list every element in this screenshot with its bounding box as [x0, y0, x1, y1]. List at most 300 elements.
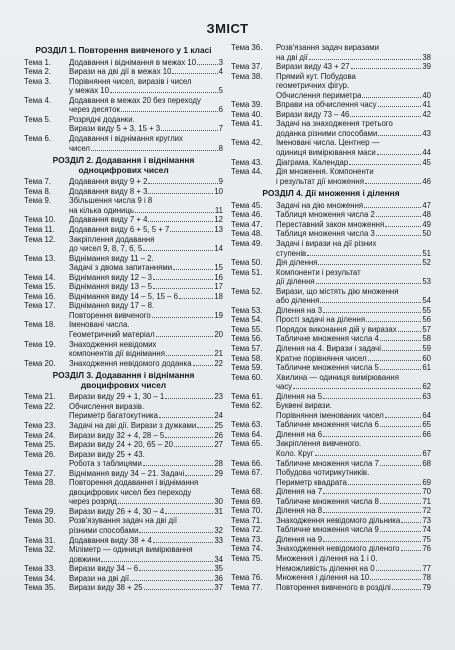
- topic-number: Тема 42.: [231, 138, 263, 148]
- page-number: 72: [422, 506, 431, 516]
- dot-leader: [385, 417, 422, 418]
- toc-entry: [24, 392, 223, 402]
- topic-line: [276, 459, 431, 469]
- topic-title: Ділення на 3: [276, 305, 323, 315]
- topic-text: [276, 201, 431, 211]
- topic-line: [276, 177, 431, 187]
- topic-title: Задачі і вирази на дії різних: [276, 238, 377, 248]
- toc-entry: [231, 535, 431, 545]
- topic-number: Тема 56.: [231, 334, 263, 344]
- topic-title: Віднімання виду 14 – 5, 15 – 6: [69, 291, 179, 301]
- topic-title: Міліметр — одиниця вимірювання: [69, 545, 193, 555]
- topic-title: Побудова чотирикутників.: [276, 468, 370, 478]
- dot-leader: [323, 312, 421, 313]
- topic-number: Тема 60.: [231, 372, 263, 382]
- dot-leader: [316, 283, 422, 284]
- toc-entry: [24, 421, 223, 431]
- topic-number: Тема 17.: [24, 301, 56, 311]
- topic-title: через розряд: [69, 497, 117, 507]
- toc-entry: [231, 229, 431, 239]
- section-heading-line: РОЗДІЛ 3. Додавання і віднімання: [52, 370, 195, 381]
- toc-right-column: [231, 43, 431, 593]
- dot-leader: [380, 426, 422, 427]
- topic-line: [69, 526, 223, 536]
- topic-line: [276, 373, 431, 383]
- dot-leader: [148, 183, 217, 184]
- topic-line: [69, 235, 223, 245]
- dot-leader: [197, 427, 213, 428]
- topic-line: [276, 344, 431, 354]
- toc-entry: [231, 62, 431, 72]
- page-number: 8: [218, 143, 223, 153]
- topic-line: [69, 564, 223, 574]
- toc-entry: [24, 58, 223, 68]
- topic-number: Тема 53.: [231, 305, 263, 315]
- topic-line: [69, 497, 223, 507]
- toc-entry: [231, 306, 431, 316]
- topic-number: Тема 36.: [231, 43, 263, 52]
- topic-line: [69, 450, 223, 460]
- section-heading-line: одноцифрових чисел: [78, 164, 169, 175]
- topic-text: [69, 402, 223, 421]
- topic-line: [276, 43, 431, 53]
- topic-title: через десяток: [69, 105, 120, 115]
- page-number: 54: [422, 296, 431, 306]
- topic-title: Вирази на дві дії в межах 10: [69, 67, 172, 77]
- topic-title: Вирази, що містять дію множення: [276, 286, 399, 296]
- topic-text: [69, 177, 223, 187]
- dot-leader: [401, 522, 421, 523]
- dot-leader: [197, 64, 218, 65]
- toc-entry: [24, 431, 223, 441]
- topic-line: [69, 349, 223, 359]
- topic-text: [276, 258, 431, 268]
- topic-number: Тема 72.: [231, 525, 263, 535]
- topic-title: Ділення на 9: [276, 534, 323, 544]
- topic-line: [69, 215, 223, 225]
- topic-number: Тема 24.: [24, 430, 56, 440]
- toc-entry: [24, 225, 223, 235]
- topic-line: [276, 420, 431, 430]
- section-heading: [24, 46, 223, 56]
- topic-text: [276, 468, 431, 487]
- toc-entry: [231, 420, 431, 430]
- dot-leader: [348, 484, 421, 485]
- dot-leader: [398, 331, 422, 332]
- topic-title: Ділення на 5: [276, 391, 323, 401]
- toc-entry: [231, 392, 431, 402]
- toc-entry: [231, 268, 431, 287]
- topic-text: [276, 487, 431, 497]
- topic-number: Тема 50.: [231, 258, 263, 268]
- topic-line: [276, 573, 431, 583]
- topic-title: Табличне множення числа 9: [276, 525, 379, 535]
- topic-line: [69, 536, 223, 546]
- topic-title: геометричних фігур.: [276, 81, 350, 91]
- topic-title: Табличне множення числа 7: [276, 458, 379, 468]
- toc-entry: [231, 344, 431, 354]
- topic-text: [69, 292, 223, 302]
- topic-text: [69, 507, 223, 517]
- page-number: 46: [422, 176, 431, 186]
- page-number: 29: [214, 468, 223, 478]
- topic-number: Тема 3.: [24, 76, 52, 86]
- page-number: 36: [214, 573, 223, 583]
- topic-title: Неможливість ділення на 0: [276, 563, 375, 573]
- page-number: 70: [422, 487, 431, 497]
- topic-number: Тема 22.: [24, 401, 56, 411]
- topic-line: [69, 187, 223, 197]
- topic-title: Табличне множення числа 6: [276, 420, 379, 430]
- topic-number: Тема 71.: [231, 515, 263, 525]
- topic-number: Тема 10.: [24, 215, 56, 225]
- topic-title: Порядок виконання дій у виразах: [276, 324, 397, 334]
- page-number: 43: [422, 128, 431, 138]
- topic-line: [69, 292, 223, 302]
- topic-text: [276, 535, 431, 545]
- topic-title: Додавання виду 6 + 5, 5 + 7: [69, 224, 170, 234]
- topic-text: [69, 215, 223, 225]
- topic-text: [276, 554, 431, 573]
- topic-number: Тема 57.: [231, 344, 263, 353]
- section-heading: [231, 189, 431, 199]
- topic-text: [69, 301, 223, 320]
- toc-entry: [231, 554, 431, 573]
- topic-number: Тема 7.: [24, 177, 52, 187]
- topic-line: [276, 325, 431, 335]
- topic-title: Додавання виду 7 + 4: [69, 215, 148, 225]
- dot-leader: [380, 503, 422, 504]
- dot-leader: [362, 97, 421, 98]
- dot-leader: [366, 321, 421, 322]
- page-number: 68: [422, 458, 431, 468]
- topic-title: на дві дії: [276, 52, 308, 62]
- topic-title: Буквені вирази.: [276, 401, 333, 411]
- topic-line: [69, 124, 223, 134]
- topic-number: Тема 69.: [231, 496, 263, 506]
- section-heading: [24, 371, 223, 390]
- topic-number: Тема 67.: [231, 468, 263, 478]
- topic-number: Тема 41.: [231, 119, 263, 129]
- page-number: 32: [214, 526, 223, 536]
- topic-number: Тема 27.: [24, 468, 56, 478]
- page-number: 65: [422, 420, 431, 430]
- toc-entry: [231, 439, 431, 458]
- topic-line: [276, 129, 431, 139]
- toc-entry: [231, 525, 431, 535]
- toc-entry: [24, 273, 223, 283]
- topic-line: [276, 53, 431, 63]
- topic-number: Тема 55.: [231, 324, 263, 334]
- topic-line: [276, 110, 431, 120]
- topic-line: [69, 478, 223, 488]
- dot-leader: [293, 388, 421, 389]
- toc-entry: [24, 96, 223, 115]
- topic-title: Віднімання виду 11 – 2.: [69, 253, 154, 263]
- dot-leader: [173, 269, 213, 270]
- dot-leader: [350, 116, 421, 117]
- topic-title: Віднімання виду 34 – 21. Задачі: [69, 468, 185, 478]
- dot-leader: [370, 579, 421, 580]
- topic-line: [276, 363, 431, 373]
- toc-entry: [24, 254, 223, 273]
- topic-title: Іменовані числа. Центнер —: [276, 138, 380, 148]
- topic-number: Тема 51.: [231, 267, 263, 277]
- page-number: 27: [214, 440, 223, 450]
- dot-leader: [185, 475, 213, 476]
- page-number: 7: [218, 124, 223, 134]
- topic-line: [276, 277, 431, 287]
- page-number: 64: [422, 410, 431, 420]
- topic-text: [276, 306, 431, 316]
- topic-title: доданка різними способами: [276, 128, 378, 138]
- dot-leader: [380, 340, 422, 341]
- page-number: 44: [422, 148, 431, 158]
- topic-title: Вирази виду 24 + 20, 65 – 20: [69, 440, 173, 450]
- toc-entry: [231, 138, 431, 157]
- dot-leader: [376, 235, 422, 236]
- topic-line: [276, 81, 431, 91]
- topic-title: Робота з таблицями: [69, 459, 142, 469]
- topic-title: Периметр квадрата: [276, 477, 347, 487]
- topic-number: Тема 65.: [231, 439, 263, 449]
- toc-entry: [24, 440, 223, 450]
- topic-title: і результат дії множення: [276, 176, 364, 186]
- topic-text: [69, 440, 223, 450]
- topic-text: [69, 469, 223, 479]
- topic-number: Тема 47.: [231, 219, 263, 229]
- topic-title: Задачі на дію множення: [276, 200, 364, 210]
- page-number: 26: [214, 430, 223, 440]
- toc-entry: [24, 450, 223, 469]
- topic-line: [69, 359, 223, 369]
- topic-number: Тема 26.: [24, 449, 56, 459]
- topic-title: Ділення на 4. Вирази і задачі: [276, 344, 381, 353]
- page-number: 34: [214, 554, 223, 564]
- topic-number: Тема 66.: [231, 458, 263, 468]
- topic-title: різними способами: [69, 526, 139, 536]
- page-number: 66: [422, 429, 431, 439]
- topic-line: [69, 583, 223, 593]
- topic-title: Прямий кут. Побудова: [276, 71, 356, 81]
- topic-text: [69, 431, 223, 441]
- topic-line: [276, 296, 431, 306]
- toc-entry: [24, 469, 223, 479]
- topic-number: Тема 35.: [24, 583, 56, 593]
- topic-title: часу: [276, 382, 293, 392]
- topic-title: Знаходження невідомого доданка: [69, 358, 192, 368]
- topic-line: [69, 86, 223, 96]
- dot-leader: [139, 570, 213, 571]
- topic-line: [69, 459, 223, 469]
- topic-text: [276, 100, 431, 110]
- topic-title: Знаходження невідомого діленого: [276, 544, 400, 554]
- topic-title: Табличне множення числа 8: [276, 496, 379, 506]
- topic-number: Тема 52.: [231, 286, 263, 296]
- topic-number: Тема 77.: [231, 582, 263, 592]
- dot-leader: [130, 580, 213, 581]
- topic-title: або ділення: [276, 296, 320, 306]
- topic-text: [276, 138, 431, 157]
- toc-entry: [231, 315, 431, 325]
- topic-line: [276, 315, 431, 325]
- toc-entry: [24, 564, 223, 574]
- toc-entry: [231, 158, 431, 168]
- topic-number: Тема 40.: [231, 109, 263, 119]
- topic-title: Множення і ділення на 10: [276, 573, 370, 583]
- toc-entry: [24, 134, 223, 153]
- topic-line: [276, 535, 431, 545]
- topic-title: Закріплення додавання: [69, 234, 155, 244]
- topic-text: [276, 373, 431, 392]
- topic-text: [276, 459, 431, 469]
- topic-text: [276, 354, 431, 364]
- topic-title: Таблиця множення числа 2: [276, 210, 375, 220]
- page-number: 15: [214, 263, 223, 273]
- topic-title: компонентів дії віднімання: [69, 349, 165, 359]
- section-heading-line: РОЗДІЛ 2. Додавання і віднімання: [52, 155, 195, 166]
- topic-title: довжини: [69, 554, 101, 564]
- topic-line: [69, 488, 223, 498]
- topic-number: Тема 73.: [231, 534, 263, 544]
- page-number: 79: [422, 582, 431, 592]
- topic-line: [276, 167, 431, 177]
- dot-leader: [368, 360, 422, 361]
- topic-line: [276, 220, 431, 230]
- topic-title: двоцифрових чисел без переходу: [69, 487, 192, 497]
- topic-title: Розрядні доданки.: [69, 114, 135, 124]
- topic-title: Вирази виду 73 – 46: [276, 109, 350, 119]
- toc-entry: [24, 67, 223, 77]
- dot-leader: [401, 550, 422, 551]
- page-number: 10: [214, 186, 223, 196]
- topic-line: [276, 119, 431, 129]
- toc-entry: [231, 201, 431, 211]
- topic-text: [276, 420, 431, 430]
- topic-title: Обчислення периметра: [276, 90, 362, 100]
- dot-leader: [143, 465, 214, 466]
- dot-leader: [161, 130, 218, 131]
- toc-entry: [231, 544, 431, 554]
- topic-line: [276, 334, 431, 344]
- topic-text: [69, 545, 223, 564]
- topic-line: [276, 306, 431, 316]
- topic-line: [69, 507, 223, 517]
- topic-number: Тема 59.: [231, 363, 263, 373]
- page-number: 58: [422, 334, 431, 344]
- topic-number: Тема 12.: [24, 234, 56, 244]
- topic-title: Знаходження невідомих: [69, 339, 157, 349]
- topic-line: [276, 439, 431, 449]
- topic-number: Тема 39.: [231, 100, 263, 110]
- toc-entry: [24, 359, 223, 369]
- toc-entry: [231, 287, 431, 306]
- topic-number: Тема 21.: [24, 392, 56, 402]
- topic-title: Вирази виду 38 + 25: [69, 583, 143, 593]
- topic-number: Тема 58.: [231, 353, 263, 363]
- topic-title: Вирази виду 26 + 4, 30 – 4: [69, 506, 165, 516]
- topic-line: [276, 516, 431, 526]
- page-number: 78: [422, 573, 431, 583]
- topic-title: Множення і ділення на 1 і 0.: [276, 554, 378, 564]
- topic-line: [69, 431, 223, 441]
- topic-title: Табличне множення числа 4: [276, 334, 379, 344]
- topic-text: [276, 268, 431, 287]
- topic-text: [69, 134, 223, 153]
- page-number: 16: [214, 272, 223, 282]
- topic-line: [69, 177, 223, 187]
- topic-line: [276, 239, 431, 249]
- topic-text: [69, 187, 223, 197]
- topic-title: Повторення вивченого в розділі: [276, 582, 391, 592]
- topic-title: Вирази виду 32 + 4, 28 – 5: [69, 430, 165, 440]
- topic-title: Ділення на 8: [276, 506, 323, 516]
- topic-text: [69, 225, 223, 235]
- dot-leader: [380, 465, 422, 466]
- toc-entry: [24, 115, 223, 134]
- topic-number: Тема 2.: [24, 67, 52, 77]
- topic-title: Вирази на дві дії: [69, 573, 130, 583]
- dot-leader: [139, 532, 213, 533]
- dot-leader: [148, 193, 213, 194]
- dot-leader: [165, 437, 213, 438]
- topic-text: [69, 478, 223, 507]
- topic-text: [276, 439, 431, 458]
- toc-entry: [231, 334, 431, 344]
- topic-title: Вирази виду 43 + 27: [276, 62, 350, 72]
- toc-entry: [24, 583, 223, 593]
- topic-number: Тема 45.: [231, 200, 263, 210]
- topic-text: [276, 43, 431, 62]
- topic-text: [69, 574, 223, 584]
- topic-line: [276, 287, 431, 297]
- page-number: 5: [218, 86, 223, 96]
- dot-leader: [378, 135, 421, 136]
- topic-text: [69, 254, 223, 273]
- toc-entry: [24, 187, 223, 197]
- toc-entry: [24, 292, 223, 302]
- page-number: 11: [214, 205, 223, 215]
- page-number: 76: [422, 544, 431, 554]
- dot-leader: [307, 255, 421, 256]
- page-number: 30: [214, 497, 223, 507]
- dot-leader: [315, 455, 422, 456]
- topic-number: Тема 62.: [231, 401, 263, 411]
- topic-number: Тема 64.: [231, 429, 263, 439]
- topic-text: [69, 235, 223, 254]
- topic-title: Повторення додавання і віднімання: [69, 478, 199, 488]
- topic-text: [69, 58, 223, 68]
- dot-leader: [349, 164, 421, 165]
- topic-title: Ділення на 7: [276, 487, 323, 497]
- topic-number: Тема 76.: [231, 573, 263, 583]
- dot-leader: [101, 561, 213, 562]
- topic-title: Геометричний матеріал: [69, 330, 155, 339]
- dot-leader: [376, 216, 422, 217]
- topic-number: Тема 74.: [231, 544, 263, 554]
- topic-line: [69, 134, 223, 144]
- topic-title: Додавання і віднімання в межах 10: [69, 57, 197, 67]
- topic-text: [276, 583, 431, 593]
- topic-title: Хвилина — одиниця вимірювання: [276, 372, 399, 382]
- topic-text: [276, 72, 431, 101]
- topic-number: Тема 18.: [24, 320, 56, 330]
- page-number: 61: [422, 363, 431, 373]
- page-number: 35: [214, 564, 223, 574]
- page-number: 24: [214, 411, 223, 421]
- topic-line: [276, 229, 431, 239]
- topic-number: Тема 14.: [24, 272, 56, 282]
